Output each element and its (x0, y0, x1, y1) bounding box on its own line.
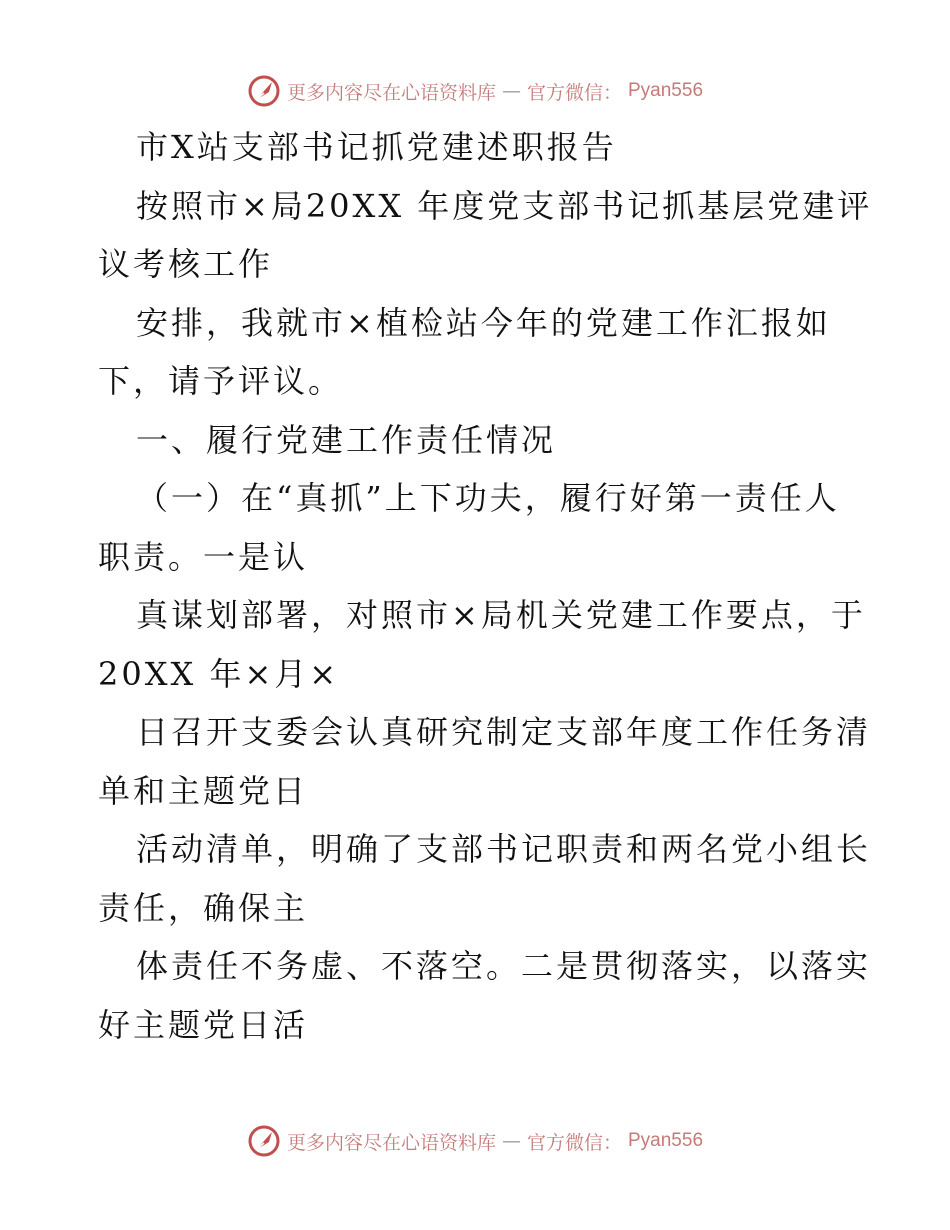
feather-circle-logo-icon (247, 1124, 281, 1158)
paragraph-line: 职责。一是认 (98, 537, 309, 576)
paragraph-line: 日召开支委会认真研究制定支部年度工作任务清 (136, 713, 872, 751)
watermark-main-text: 更多内容尽在心语资料库 (286, 1131, 496, 1154)
watermark-separator: — (501, 80, 521, 102)
watermark-wechat-id: Pyan556 (628, 1130, 704, 1151)
paragraph-line: 议考核工作 (98, 245, 274, 283)
watermark-main-text: 更多内容尽在心语资料库 (286, 81, 496, 104)
feather-circle-logo-icon (247, 74, 281, 108)
paragraph-line: （一）在“真抓”上下功夫，履行好第一责任人 (136, 479, 840, 517)
paragraph-line: 活动清单，明确了支部书记职责和两名党小组长 (136, 830, 872, 868)
document-body (98, 118, 873, 1054)
watermark-wechat-label: 官方微信： (526, 1131, 622, 1154)
paragraph-line: 单和主题党日 (98, 771, 309, 810)
paragraph-line: 安排，我就市×植检站今年的党建工作汇报如 (136, 303, 831, 342)
watermark-wechat-id: Pyan556 (628, 80, 704, 101)
header-watermark (0, 74, 950, 108)
paragraph-line: 按照市×局20XX 年度党支部书记抓基层党建评 (136, 186, 873, 225)
paragraph-line: 责任，确保主 (98, 888, 309, 927)
paragraph-line: 真谋划部署，对照市×局机关党建工作要点，于 (136, 596, 866, 634)
document-title: 市X站支部书记抓党建述职报告 (136, 128, 617, 166)
watermark-wechat-label: 官方微信： (526, 81, 622, 104)
paragraph-line: 下，请予评议。 (98, 362, 344, 400)
paragraph-line: 20XX 年×月× (98, 654, 340, 693)
footer-watermark (0, 1124, 950, 1158)
paragraph-line: 好主题党日活 (98, 1005, 309, 1044)
paragraph-line: 一、履行党建工作责任情况 (136, 420, 557, 459)
watermark-separator: — (501, 1130, 521, 1152)
paragraph-line: 体责任不务虚、不落空。二是贯彻落实，以落实 (136, 947, 872, 985)
